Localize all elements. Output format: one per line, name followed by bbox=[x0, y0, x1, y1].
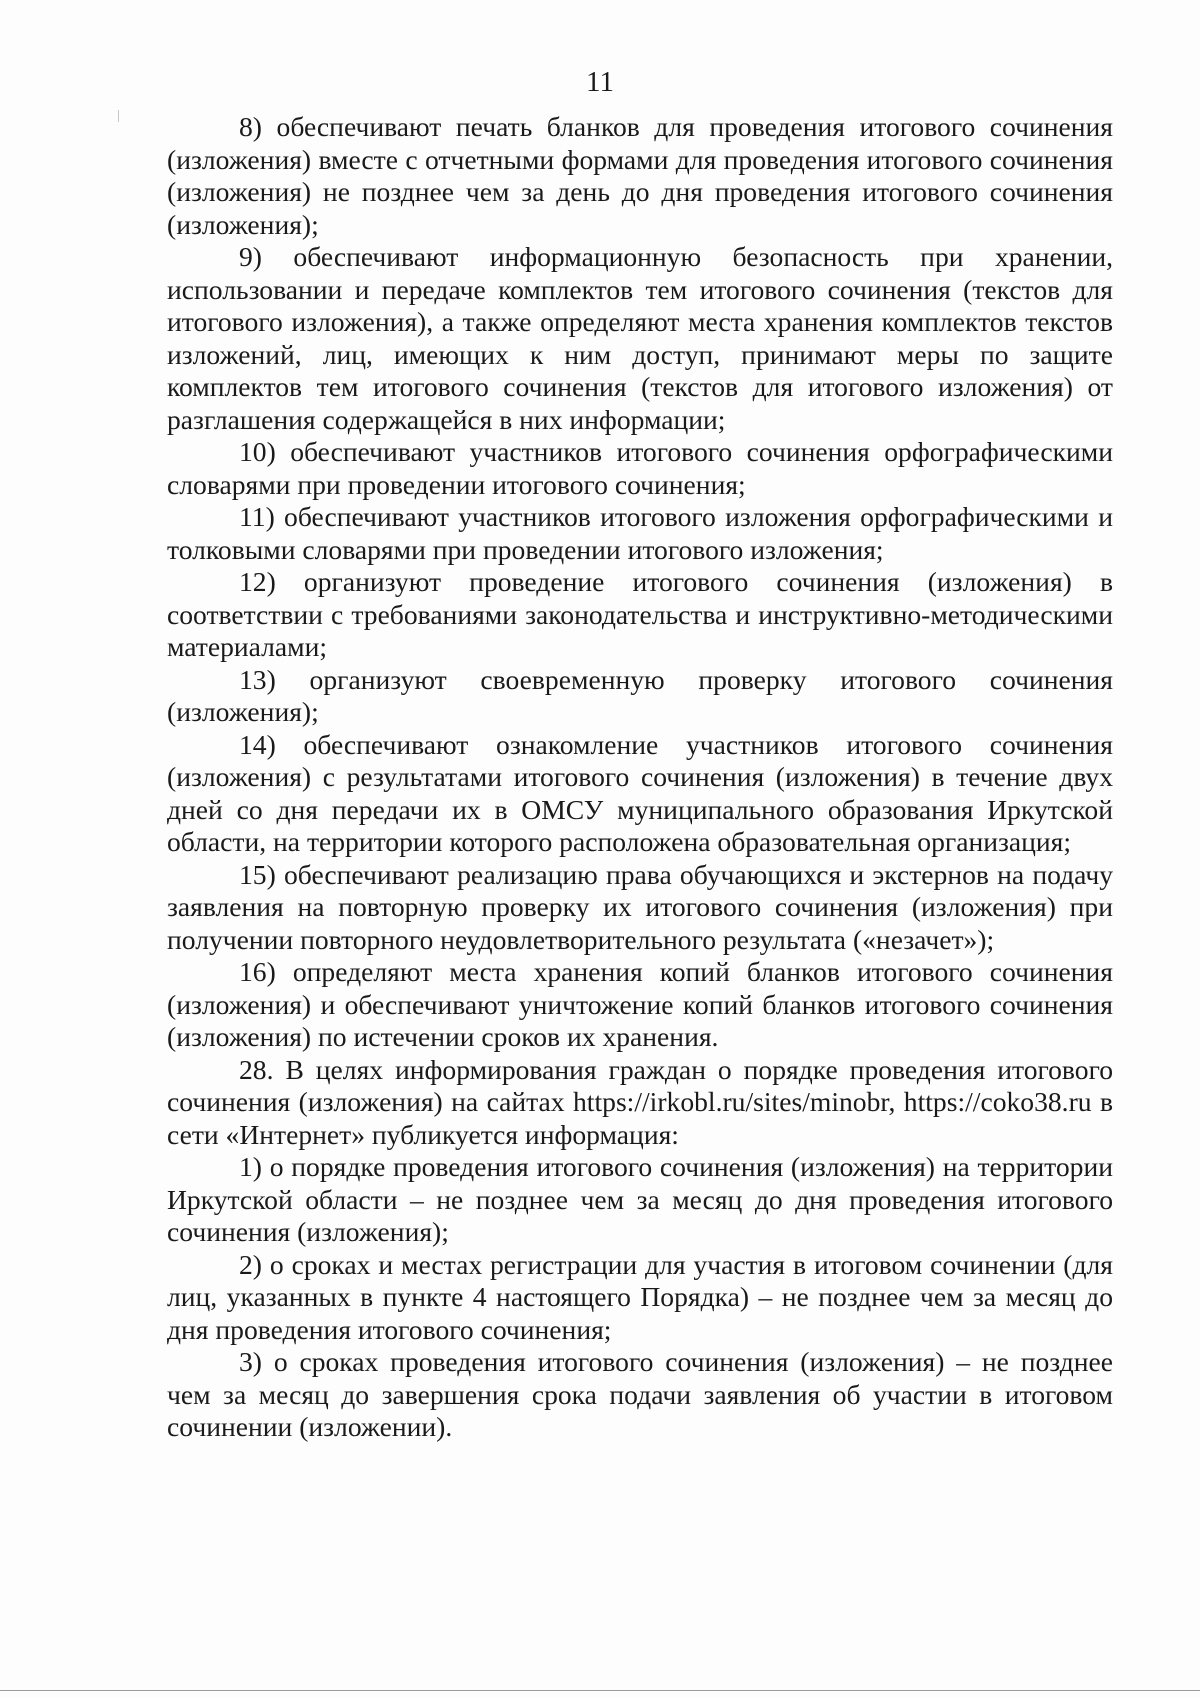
paragraph-item-9: 9) обеспечивают информационную безопасность при хранении, использовании и передаче комплектов тем итогового сочинения (текстов для итогового изложения), а также определяют места хранения комплектов текстов изложений, лиц, имеющих к ним доступ, принимают меры по защите комплектов тем итогового сочинения (текстов для итогового изложения) от разглашения содержащейся в них информации; bbox=[167, 241, 1113, 435]
paragraph-item-13: 13) организуют своевременную проверку итогового сочинения (изложения); bbox=[167, 663, 1113, 727]
paragraph-item-15: 15) обеспечивают реализацию права обучающихся и экстернов на подачу заявления на повторную проверку их итогового сочинения (изложения) при получении повторного неудовлетворительного результата («незачет»); bbox=[167, 858, 1113, 955]
scan-bottom-edge-line bbox=[0, 1690, 1200, 1691]
paragraph-subitem-1: 1) о порядке проведения итогового сочинения (изложения) на территории Иркутской области – не позднее чем за месяц до дня проведения итогового сочинения (изложения); bbox=[167, 1151, 1113, 1247]
scan-artifact-mark bbox=[118, 110, 119, 122]
paragraph-item-16: 16) определяют места хранения копий бланков итогового сочинения (изложения) и обеспечивают уничтожение копий бланков итогового сочинения (изложения) по истечении сроков их хранения. bbox=[167, 956, 1113, 1052]
paragraph-item-10: 10) обеспечивают участников итогового сочинения орфографическими словарями при проведении итогового сочинения; bbox=[167, 436, 1113, 500]
paragraph-subitem-3: 3) о сроках проведения итогового сочинения (изложения) – не позднее чем за месяц до завершения срока подачи заявления об участии в итоговом сочинении (изложении). bbox=[167, 1346, 1113, 1442]
paragraph-item-8: 8) обеспечивают печать бланков для проведения итогового сочинения (изложения) вместе с отчетными формами для проведения итогового сочинения (изложения) не позднее чем за день до дня проведения итогового сочинения (изложения); bbox=[167, 111, 1113, 240]
paragraph-item-11: 11) обеспечивают участников итогового изложения орфографическими и толковыми словарями при проведении итогового изложения; bbox=[167, 501, 1113, 565]
paragraph-item-12: 12) организуют проведение итогового сочинения (изложения) в соответствии с требованиями законодательства и инструктивно-методическими материалами; bbox=[167, 566, 1113, 662]
paragraph-subitem-2: 2) о сроках и местах регистрации для участия в итоговом сочинении (для лиц, указанных в пункте 4 настоящего Порядка) – не позднее чем за месяц до дня проведения итогового сочинения; bbox=[167, 1248, 1113, 1345]
paragraph-section-28: 28. В целях информирования граждан о порядке проведения итогового сочинения (изложения) на сайтах https://irkobl.ru/sites/minobr, https://coko38.ru в сети «Интернет» публикуется информация: bbox=[167, 1053, 1113, 1150]
document-body bbox=[167, 111, 1113, 1444]
page-number: 11 bbox=[586, 66, 614, 98]
paragraph-item-14: 14) обеспечивают ознакомление участников итогового сочинения (изложения) с результатами итогового сочинения (изложения) в течение двух дней со дня передачи их в ОМСУ муниципального образования Иркутской области, на территории которого расположена образовательная организация; bbox=[167, 728, 1113, 857]
